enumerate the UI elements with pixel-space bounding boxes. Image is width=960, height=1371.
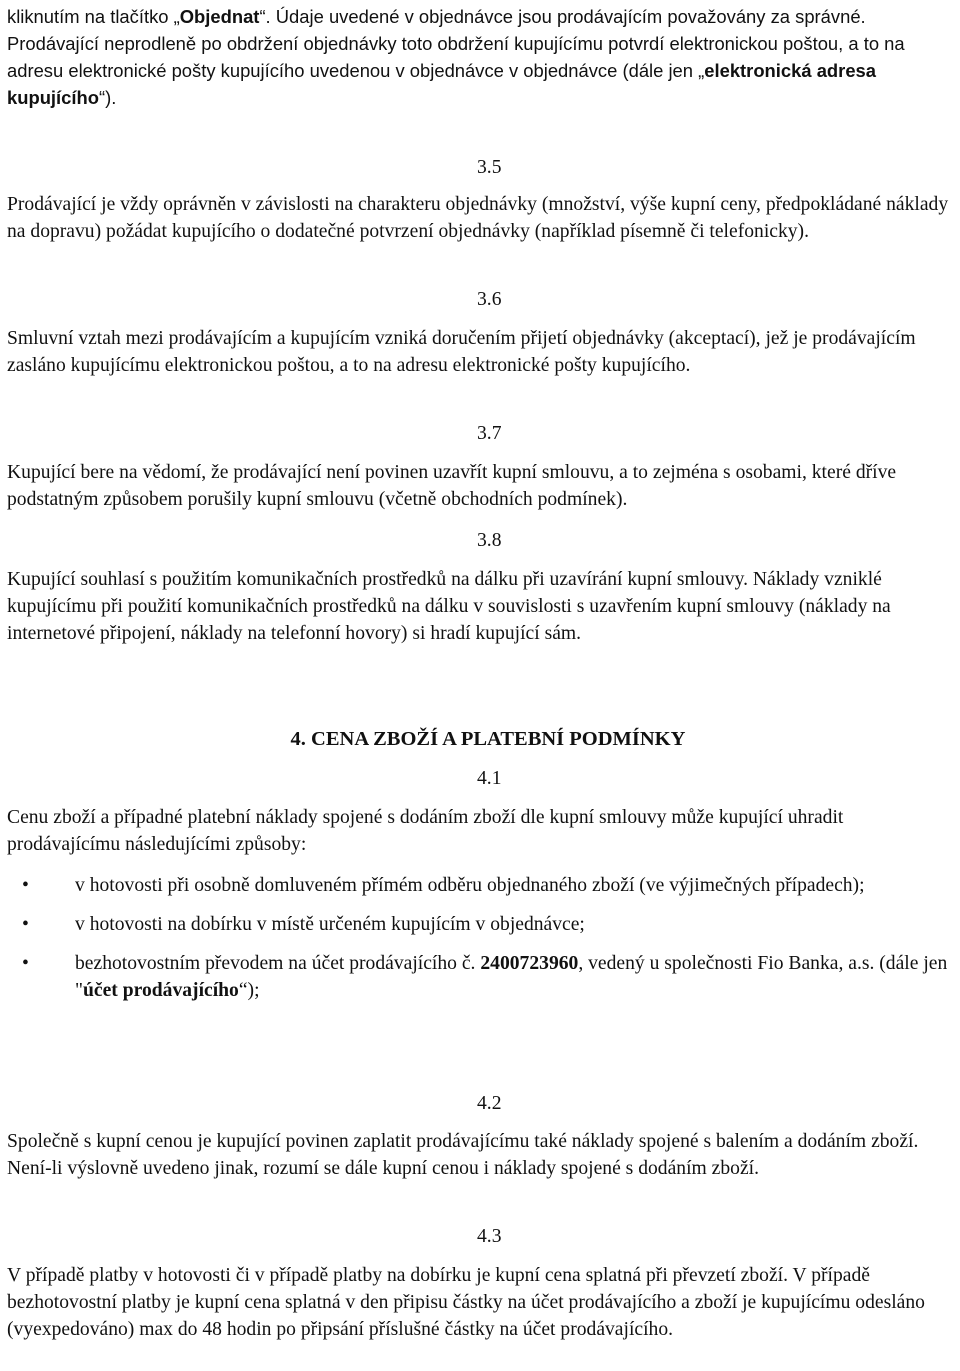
account-number: 2400723960 [480,953,579,974]
section-text-4-2: Společně s kupní cenou je kupující povinen zaplatit prodávajícímu také náklady spojené s balením a dodáním zboží. Není-li výslovně uvedeno jinak, rozumí se dále kupní cenou i náklady spojené s dodáním zboží. [7,1131,919,1179]
intro-bold-adresa: elektronická adresa kupujícího [7,60,876,108]
intro-paragraph [7,3,957,111]
section-number-4-2: 4.2 [477,1093,502,1114]
payment-methods-list [7,872,957,1004]
intro-bold-objednat: Objednat [179,6,260,27]
section-number-3-7: 3.7 [477,423,502,444]
section-text-3-8: Kupující souhlasí s použitím komunikačních prostředků na dálku při uzavírání kupní smlouvy. Náklady vzniklé kupujícímu při použití komunikačních prostředků na dálku v souvislosti s uzavřením kupní smlouvy (náklady na internetové připojení, náklady na telefonní hovory) si hradí kupující sám. [7,569,891,644]
section-number-4-1: 4.1 [477,768,502,789]
bullet-icon: • [22,914,29,935]
section-number-4-3: 4.3 [477,1226,502,1247]
section-text-4-3: V případě platby v hotovosti či v případě platby na dobírku je kupní cena splatná při převzetí zboží. V případě bezhotovostní platby je kupní cena splatná v den připisu částky na účet prodávajícího a zboží je kupujícímu odesláno (vyexpedováno) max do 48 hodin po připsání příslušné částky na účet prodávajícího. [7,1265,925,1340]
bullet-icon: • [22,953,29,974]
chapter-heading: 4. CENA ZBOŽÍ A PLATEBNÍ PODMÍNKY [290,728,686,750]
list-item-text: v hotovosti na dobírku v místě určeném kupujícím v objednávce; [75,914,585,935]
section-number-3-5: 3.5 [477,157,502,178]
list-item-text-b: , vedený u společnosti Fio Banka, a.s. (dále jen " [75,953,948,1001]
list-item-text-a: bezhotovostním převodem na účet prodávajícího č. [75,953,481,974]
section-number-3-6: 3.6 [477,289,502,310]
section-text-3-7: Kupující bere na vědomí, že prodávající není povinen uzavřít kupní smlouvu, a to zejména s osobami, které dříve podstatným způsobem porušily kupní smlouvu (včetně obchodních podmínek). [7,462,897,510]
intro-text-c: “). [98,87,117,108]
list-item [7,872,957,899]
list-item [7,950,957,1004]
intro-text-a: kliknutím na tlačítko „ [7,6,180,27]
section-text-3-6: Smluvní vztah mezi prodávajícím a kupujícím vzniká doručením přijetí objednávky (akceptací), jež je prodávajícím zasláno kupujícímu elektronickou poštou, a to na adresu elektronické pošty kupujícího. [7,328,916,376]
intro-text-b: “. Údaje uvedené v objednávce jsou prodávajícím považovány za správné. Prodávající neprodleně po obdržení objednávky toto obdržení kupujícímu potvrdí elektronickou poštou, a to na adresu elektronické pošty kupujícího uvedenou v objednávce v objednávce (dále jen „ [7,6,905,81]
bullet-icon: • [22,875,29,896]
list-item-text-c: “); [238,980,260,1001]
section-number-3-8: 3.8 [477,530,502,551]
section-text-3-5: Prodávající je vždy oprávněn v závislosti na charakteru objednávky (množství, výše kupní ceny, předpokládané náklady na dopravu) požádat kupujícího o dodatečné potvrzení objednávky (například písemně či telefonicky). [7,194,949,242]
list-item-text: v hotovosti při osobně domluveném přímém odběru objednaného zboží (ve výjimečných případech); [75,875,865,896]
section-text-4-1: Cenu zboží a případné platební náklady spojené s dodáním zboží dle kupní smlouvy může kupující uhradit prodávajícímu následujícími způsoby: [7,807,844,855]
account-term: účet prodávajícího [83,980,239,1001]
list-item [7,911,957,938]
